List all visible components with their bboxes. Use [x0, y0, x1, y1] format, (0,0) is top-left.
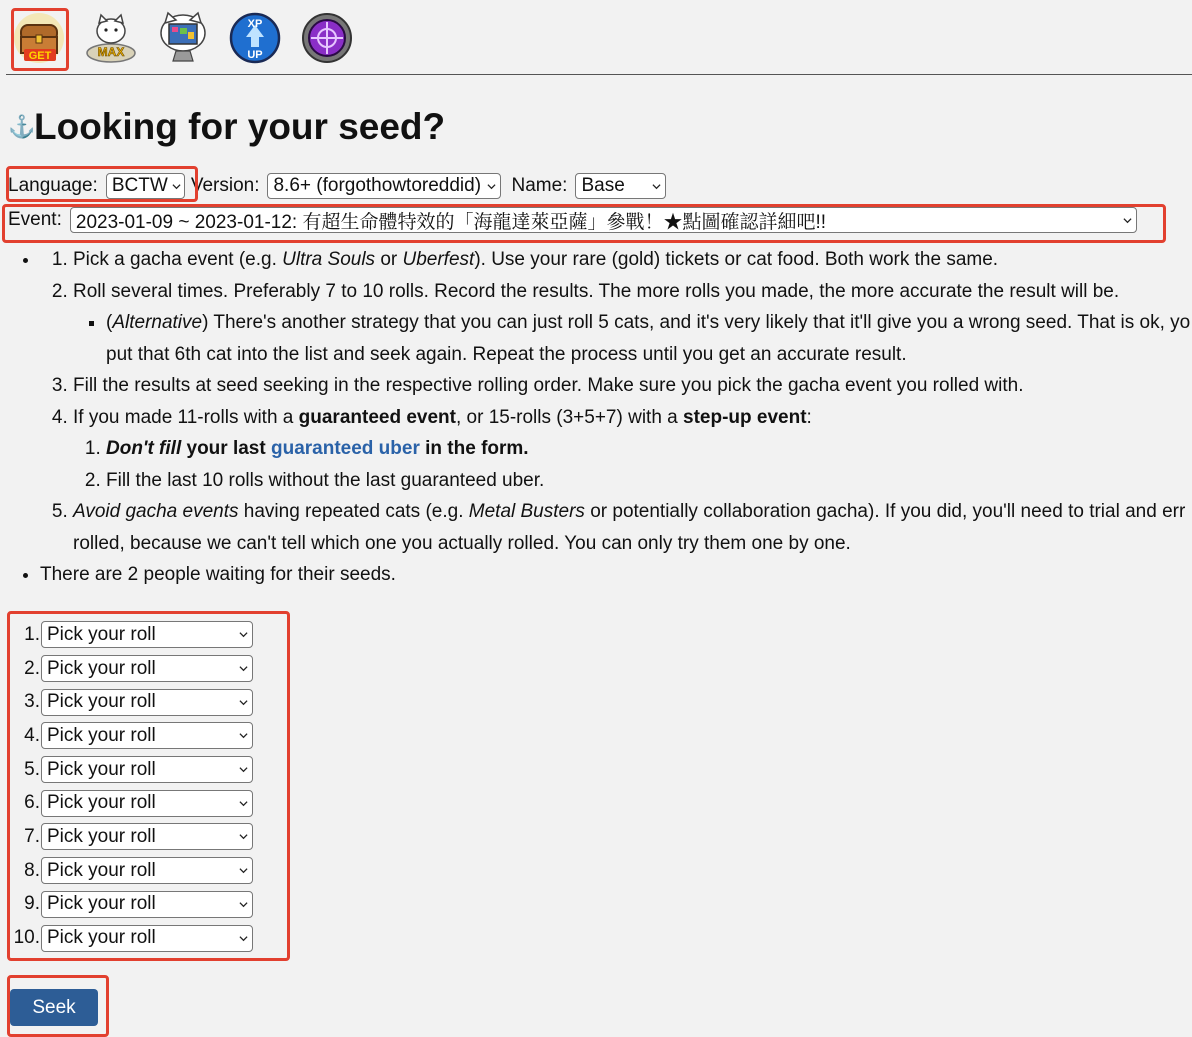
instructions-item	[40, 244, 1192, 559]
alternative-list	[73, 307, 1192, 370]
version-label: Version:	[190, 175, 260, 196]
steps-list	[40, 244, 1192, 559]
roll-select[interactable]: Pick your roll	[41, 857, 253, 884]
seek-button[interactable]: Seek	[10, 989, 98, 1026]
roll-row: 9. Pick your roll	[8, 888, 253, 922]
roll-row: 5. Pick your roll	[8, 753, 253, 787]
chevron-down-icon	[1123, 216, 1132, 225]
xp-bottom-text: UP	[247, 49, 263, 61]
name-label: Name:	[511, 175, 568, 196]
page-title	[8, 106, 445, 148]
chevron-down-icon	[239, 832, 248, 841]
roll-select[interactable]: Pick your roll	[41, 689, 253, 716]
language-select[interactable]	[106, 173, 185, 199]
get-badge: GET	[28, 50, 52, 62]
step-3: 3. Fill the results at seed seeking in the respective rolling order. Make sure you pick the gacha event you rolled with.	[73, 370, 1192, 402]
roll-select[interactable]: Pick your roll	[41, 823, 253, 850]
roll-form	[8, 618, 253, 955]
roll-select[interactable]: Pick your roll	[41, 756, 253, 783]
roll-row: 8. Pick your roll	[8, 854, 253, 888]
purple-target-icon[interactable]	[298, 10, 356, 66]
roll-row: 3. Pick your roll	[8, 685, 253, 719]
event-label: Event:	[8, 209, 62, 230]
roll-select[interactable]: Pick your roll	[41, 925, 253, 952]
roll-select[interactable]: Pick your roll	[41, 790, 253, 817]
roll-select[interactable]: Pick your roll	[41, 722, 253, 749]
chevron-down-icon	[239, 698, 248, 707]
chevron-down-icon	[172, 182, 181, 191]
instructions-list	[0, 244, 1192, 591]
xp-up-icon[interactable]	[226, 10, 284, 66]
roll-row: 2. Pick your roll	[8, 652, 253, 686]
guaranteed-uber-link[interactable]: guaranteed uber	[270, 438, 420, 459]
roll-row: 1. Pick your roll	[8, 618, 253, 652]
chevron-down-icon	[239, 731, 248, 740]
chevron-down-icon	[239, 900, 248, 909]
anchor-icon[interactable]: ⚓	[8, 114, 36, 139]
treasure-chest-get-icon[interactable]	[10, 10, 68, 66]
event-row	[8, 207, 1137, 233]
chevron-down-icon	[239, 630, 248, 639]
waiting-status: • There are 2 people waiting for their seeds.	[40, 559, 1192, 591]
alternative-note: ▪ (Alternative) There's another strategy that you can just roll 5 cats, and it's very likely that it'll give you a wrong seed. That is ok, yo put that 6th cat into the list and seek again. Repeat the process until you get an accurate result.	[106, 307, 1192, 370]
max-badge: MAX	[97, 45, 125, 59]
version-value: 8.6+ (forgothowtoreddid)	[273, 175, 482, 196]
name-select[interactable]	[575, 173, 666, 199]
event-select[interactable]	[70, 207, 1137, 233]
chevron-down-icon	[239, 934, 248, 943]
chevron-down-icon	[239, 664, 248, 673]
chevron-down-icon	[239, 799, 248, 808]
cat-monitor-icon[interactable]	[154, 10, 212, 66]
version-select[interactable]	[267, 173, 501, 199]
step-4: 4. If you made 11-rolls with a guaranteed event, or 15-rolls (3+5+7) with a step-up event: 1. Don't fill your last guaranteed uber in the form. 2. Fill the last 10 rolls without the last guaranteed uber.	[73, 402, 1192, 497]
chevron-down-icon	[652, 182, 661, 191]
settings-row	[8, 173, 666, 199]
step-5: 5. Avoid gacha events having repeated cats (e.g. Metal Busters or potentially collaboration gacha). If you did, you'll need to trial and err rolled, because we can't tell which one you actually rolled. You can only try them one by one.	[73, 496, 1192, 559]
cat-max-icon[interactable]	[82, 10, 140, 66]
name-value: Base	[581, 175, 625, 196]
language-value: BCTW	[111, 175, 168, 196]
event-value: 2023-01-09 ~ 2023-01-12: 有超生命體特效的「海龍達萊亞薩」參戰！★點圖確認詳細吧!!	[75, 211, 827, 233]
substep-2: 2. Fill the last 10 rolls without the last guaranteed uber.	[106, 465, 1192, 497]
language-label: Language:	[8, 175, 98, 196]
substeps-list	[73, 433, 1192, 496]
chevron-down-icon	[239, 765, 248, 774]
top-nav	[10, 8, 356, 68]
roll-row: 6. Pick your roll	[8, 786, 253, 820]
substep-1: 1. Don't fill your last guaranteed uber in the form.	[106, 433, 1192, 465]
roll-row: 10. Pick your roll	[8, 921, 253, 955]
roll-select[interactable]: Pick your roll	[41, 655, 253, 682]
roll-row: 4. Pick your roll	[8, 719, 253, 753]
chevron-down-icon	[239, 866, 248, 875]
step-2: 2. Roll several times. Preferably 7 to 10 rolls. Record the results. The more rolls you made, the more accurate the result will be. ▪ (Alternative) There's another strategy that you can just roll 5 cats, and it's very likely that it'll give you a wrong seed. That is ok, yo put that 6th cat into the list and seek again. Repeat the process until you get an accurate result.	[73, 276, 1192, 371]
page-title-text: Looking for your seed?	[34, 106, 446, 147]
roll-select[interactable]: Pick your roll	[41, 621, 253, 648]
roll-row: 7. Pick your roll	[8, 820, 253, 854]
chevron-down-icon	[487, 182, 496, 191]
xp-top-text: XP	[247, 18, 263, 30]
step-1: 1. • Pick a gacha event (e.g. Ultra Souls or Uberfest). Use your rare (gold) tickets or cat food. Both work the same.	[73, 244, 1192, 276]
roll-select[interactable]: Pick your roll	[41, 891, 253, 918]
divider	[6, 74, 1192, 75]
